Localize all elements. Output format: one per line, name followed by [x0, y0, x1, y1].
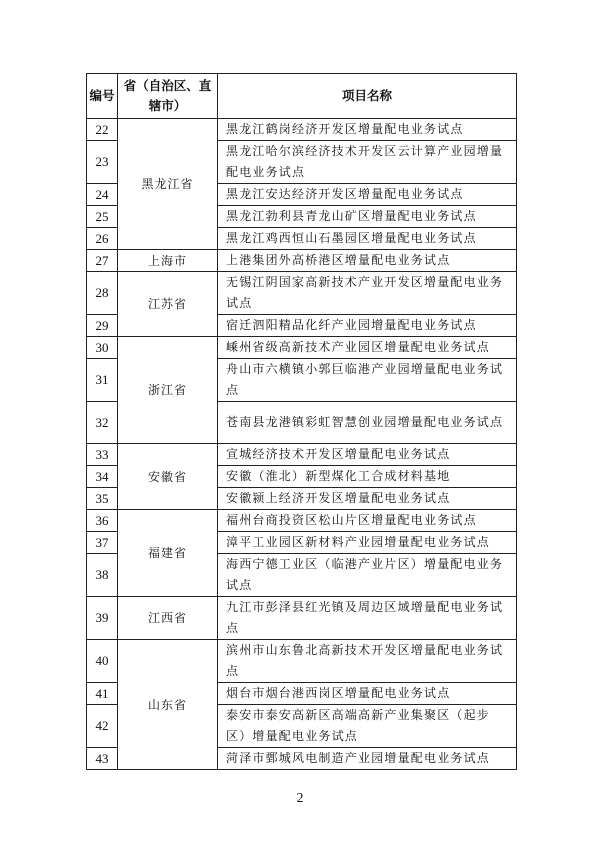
project-name-cell: 九江市彭泽县红光镇及周边区域增量配电业务试点 [218, 597, 517, 640]
row-number: 38 [87, 554, 118, 597]
header-province: 省（自治区、直辖市） [118, 74, 218, 119]
row-number: 34 [87, 466, 118, 488]
row-number: 24 [87, 184, 118, 206]
project-name-cell: 安徽颍上经济开发区增量配电业务试点 [218, 488, 517, 510]
page-number: 2 [296, 791, 304, 806]
row-number: 39 [87, 597, 118, 640]
row-number: 31 [87, 359, 118, 402]
project-name-cell: 烟台市烟台港西岗区增量配电业务试点 [218, 683, 517, 705]
province-cell: 福建省 [118, 510, 218, 597]
province-cell: 江苏省 [118, 272, 218, 337]
table-header-row [87, 74, 517, 119]
project-name-cell: 海西宁德工业区（临港产业片区）增量配电业务试点 [218, 554, 517, 597]
project-name-cell: 嵊州省级高新技术产业园区增量配电业务试点 [218, 337, 517, 359]
table-body [87, 119, 517, 770]
row-number: 32 [87, 402, 118, 444]
row-number: 43 [87, 748, 118, 770]
project-name-cell: 黑龙江安达经济开发区增量配电业务试点 [218, 184, 517, 206]
province-cell: 黑龙江省 [118, 119, 218, 250]
row-number: 28 [87, 272, 118, 315]
project-table-container [86, 73, 516, 770]
table-row [87, 250, 517, 272]
table-row [87, 597, 517, 640]
province-cell: 安徽省 [118, 444, 218, 510]
row-number: 25 [87, 206, 118, 228]
project-name-cell: 苍南县龙港镇彩虹智慧创业园增量配电业务试点 [218, 402, 517, 444]
row-number: 37 [87, 532, 118, 554]
row-number: 26 [87, 228, 118, 250]
project-name-cell: 宿迁泗阳精品化纤产业园增量配电业务试点 [218, 315, 517, 337]
table-row [87, 510, 517, 532]
project-name-cell: 舟山市六横镇小郭巨临港产业园增量配电业务试点 [218, 359, 517, 402]
table-row [87, 444, 517, 466]
header-number: 编号 [87, 74, 118, 119]
row-number: 33 [87, 444, 118, 466]
project-name-cell: 泰安市泰安高新区高端高新产业集聚区（起步区）增量配电业务试点 [218, 705, 517, 748]
project-name-cell: 安徽（淮北）新型煤化工合成材料基地 [218, 466, 517, 488]
project-name-cell: 上港集团外高桥港区增量配电业务试点 [218, 250, 517, 272]
province-cell: 江西省 [118, 597, 218, 640]
table-row [87, 640, 517, 683]
row-number: 41 [87, 683, 118, 705]
project-name-cell: 无锡江阴国家高新技术产业开发区增量配电业务试点 [218, 272, 517, 315]
project-name-cell: 福州台商投资区松山片区增量配电业务试点 [218, 510, 517, 532]
row-number: 23 [87, 141, 118, 184]
row-number: 27 [87, 250, 118, 272]
table-row [87, 272, 517, 315]
row-number: 35 [87, 488, 118, 510]
project-name-cell: 黑龙江鹤岗经济开发区增量配电业务试点 [218, 119, 517, 141]
province-cell: 浙江省 [118, 337, 218, 444]
project-name-cell: 滨州市山东鲁北高新技术开发区增量配电业务试点 [218, 640, 517, 683]
project-table [86, 73, 517, 770]
row-number: 42 [87, 705, 118, 748]
table-row [87, 119, 517, 141]
project-name-cell: 黑龙江哈尔滨经济技术开发区云计算产业园增量配电业务试点 [218, 141, 517, 184]
project-name-cell: 黑龙江勃利县青龙山矿区增量配电业务试点 [218, 206, 517, 228]
project-name-cell: 黑龙江鸡西恒山石墨园区增量配电业务试点 [218, 228, 517, 250]
row-number: 29 [87, 315, 118, 337]
province-cell: 上海市 [118, 250, 218, 272]
table-row [87, 337, 517, 359]
row-number: 40 [87, 640, 118, 683]
project-name-cell: 菏泽市鄄城风电制造产业园增量配电业务试点 [218, 748, 517, 770]
row-number: 36 [87, 510, 118, 532]
project-name-cell: 漳平工业园区新材料产业园增量配电业务试点 [218, 532, 517, 554]
province-cell: 山东省 [118, 640, 218, 770]
header-project-name: 项目名称 [218, 74, 517, 119]
row-number: 30 [87, 337, 118, 359]
project-name-cell: 宣城经济技术开发区增量配电业务试点 [218, 444, 517, 466]
row-number: 22 [87, 119, 118, 141]
